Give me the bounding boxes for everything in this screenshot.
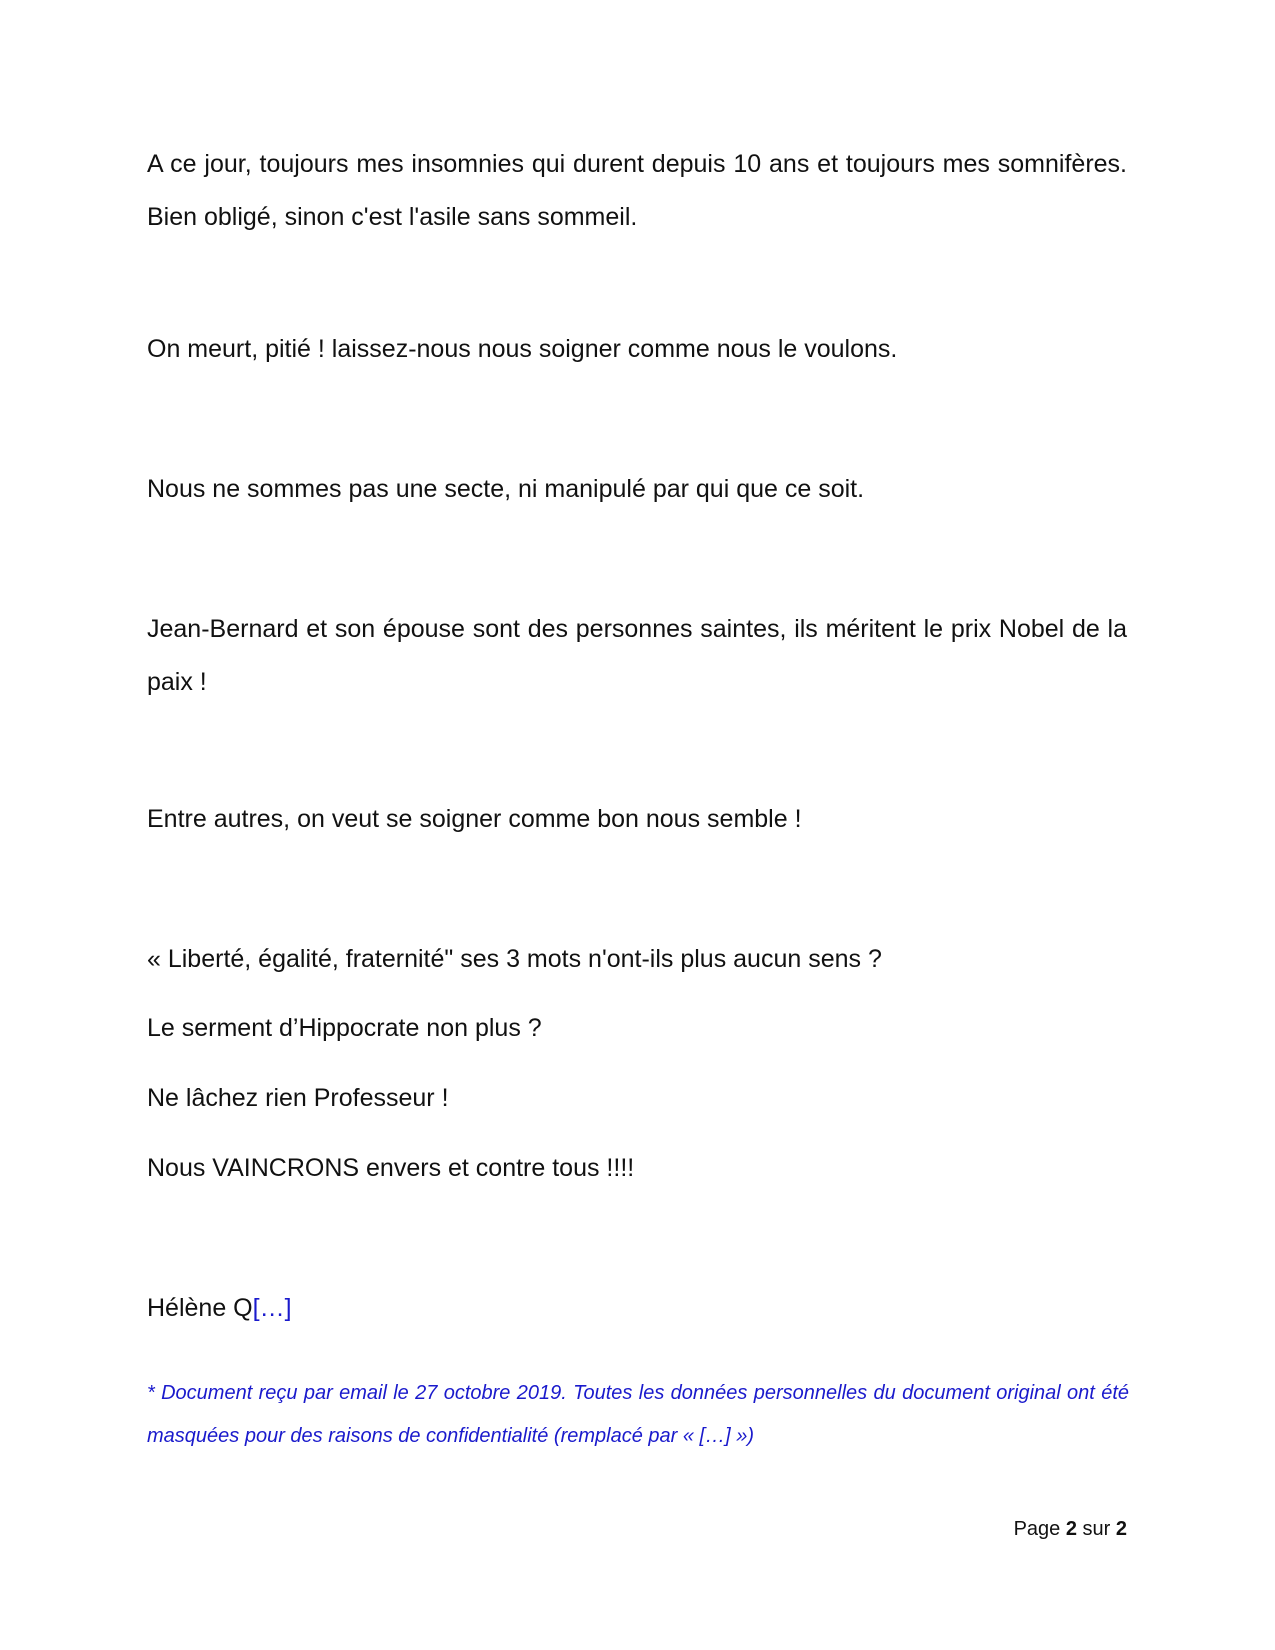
- signature-name: Hélène Q: [147, 1294, 253, 1322]
- page-number-prefix: Page: [1013, 1518, 1066, 1540]
- paragraph-liberte: « Liberté, égalité, fraternité" ses 3 mots n'ont-ils plus aucun sens ?: [147, 945, 882, 973]
- paragraph-entre-autres: Entre autres, on veut se soigner comme bon nous semble !: [147, 805, 802, 833]
- page-number-total: 2: [1115, 1518, 1127, 1540]
- page-number: [1014, 1518, 1127, 1541]
- page-number-middle: sur: [1076, 1518, 1116, 1540]
- paragraph-on-meurt: On meurt, pitié ! laissez-nous nous soigner comme nous le voulons.: [147, 335, 898, 363]
- paragraph-hippocrate: Le serment d’Hippocrate non plus ?: [147, 1014, 542, 1042]
- signature-redaction: […]: [252, 1294, 292, 1322]
- paragraph-vaincrons: Nous VAINCRONS envers et contre tous !!!!: [147, 1154, 635, 1182]
- paragraph-insomnies: A ce jour, toujours mes insomnies qui durent depuis 10 ans et toujours mes somnifères. Bien obligé, sinon c'est l'asile sans sommeil.: [147, 150, 1127, 231]
- paragraph-prix-nobel: Jean-Bernard et son épouse sont des personnes saintes, ils méritent le prix Nobel de la paix !: [147, 615, 1127, 696]
- confidentiality-note: * Document reçu par email le 27 octobre 2019. Toutes les données personnelles du document original ont été masquées pour des raisons de confidentialité (remplacé par « […] »): [147, 1382, 1129, 1447]
- paragraph-secte: Nous ne sommes pas une secte, ni manipulé par qui que ce soit.: [147, 475, 865, 503]
- signature: [147, 1282, 1127, 1335]
- page-number-current: 2: [1065, 1518, 1077, 1540]
- paragraph-professeur: Ne lâchez rien Professeur !: [147, 1084, 449, 1112]
